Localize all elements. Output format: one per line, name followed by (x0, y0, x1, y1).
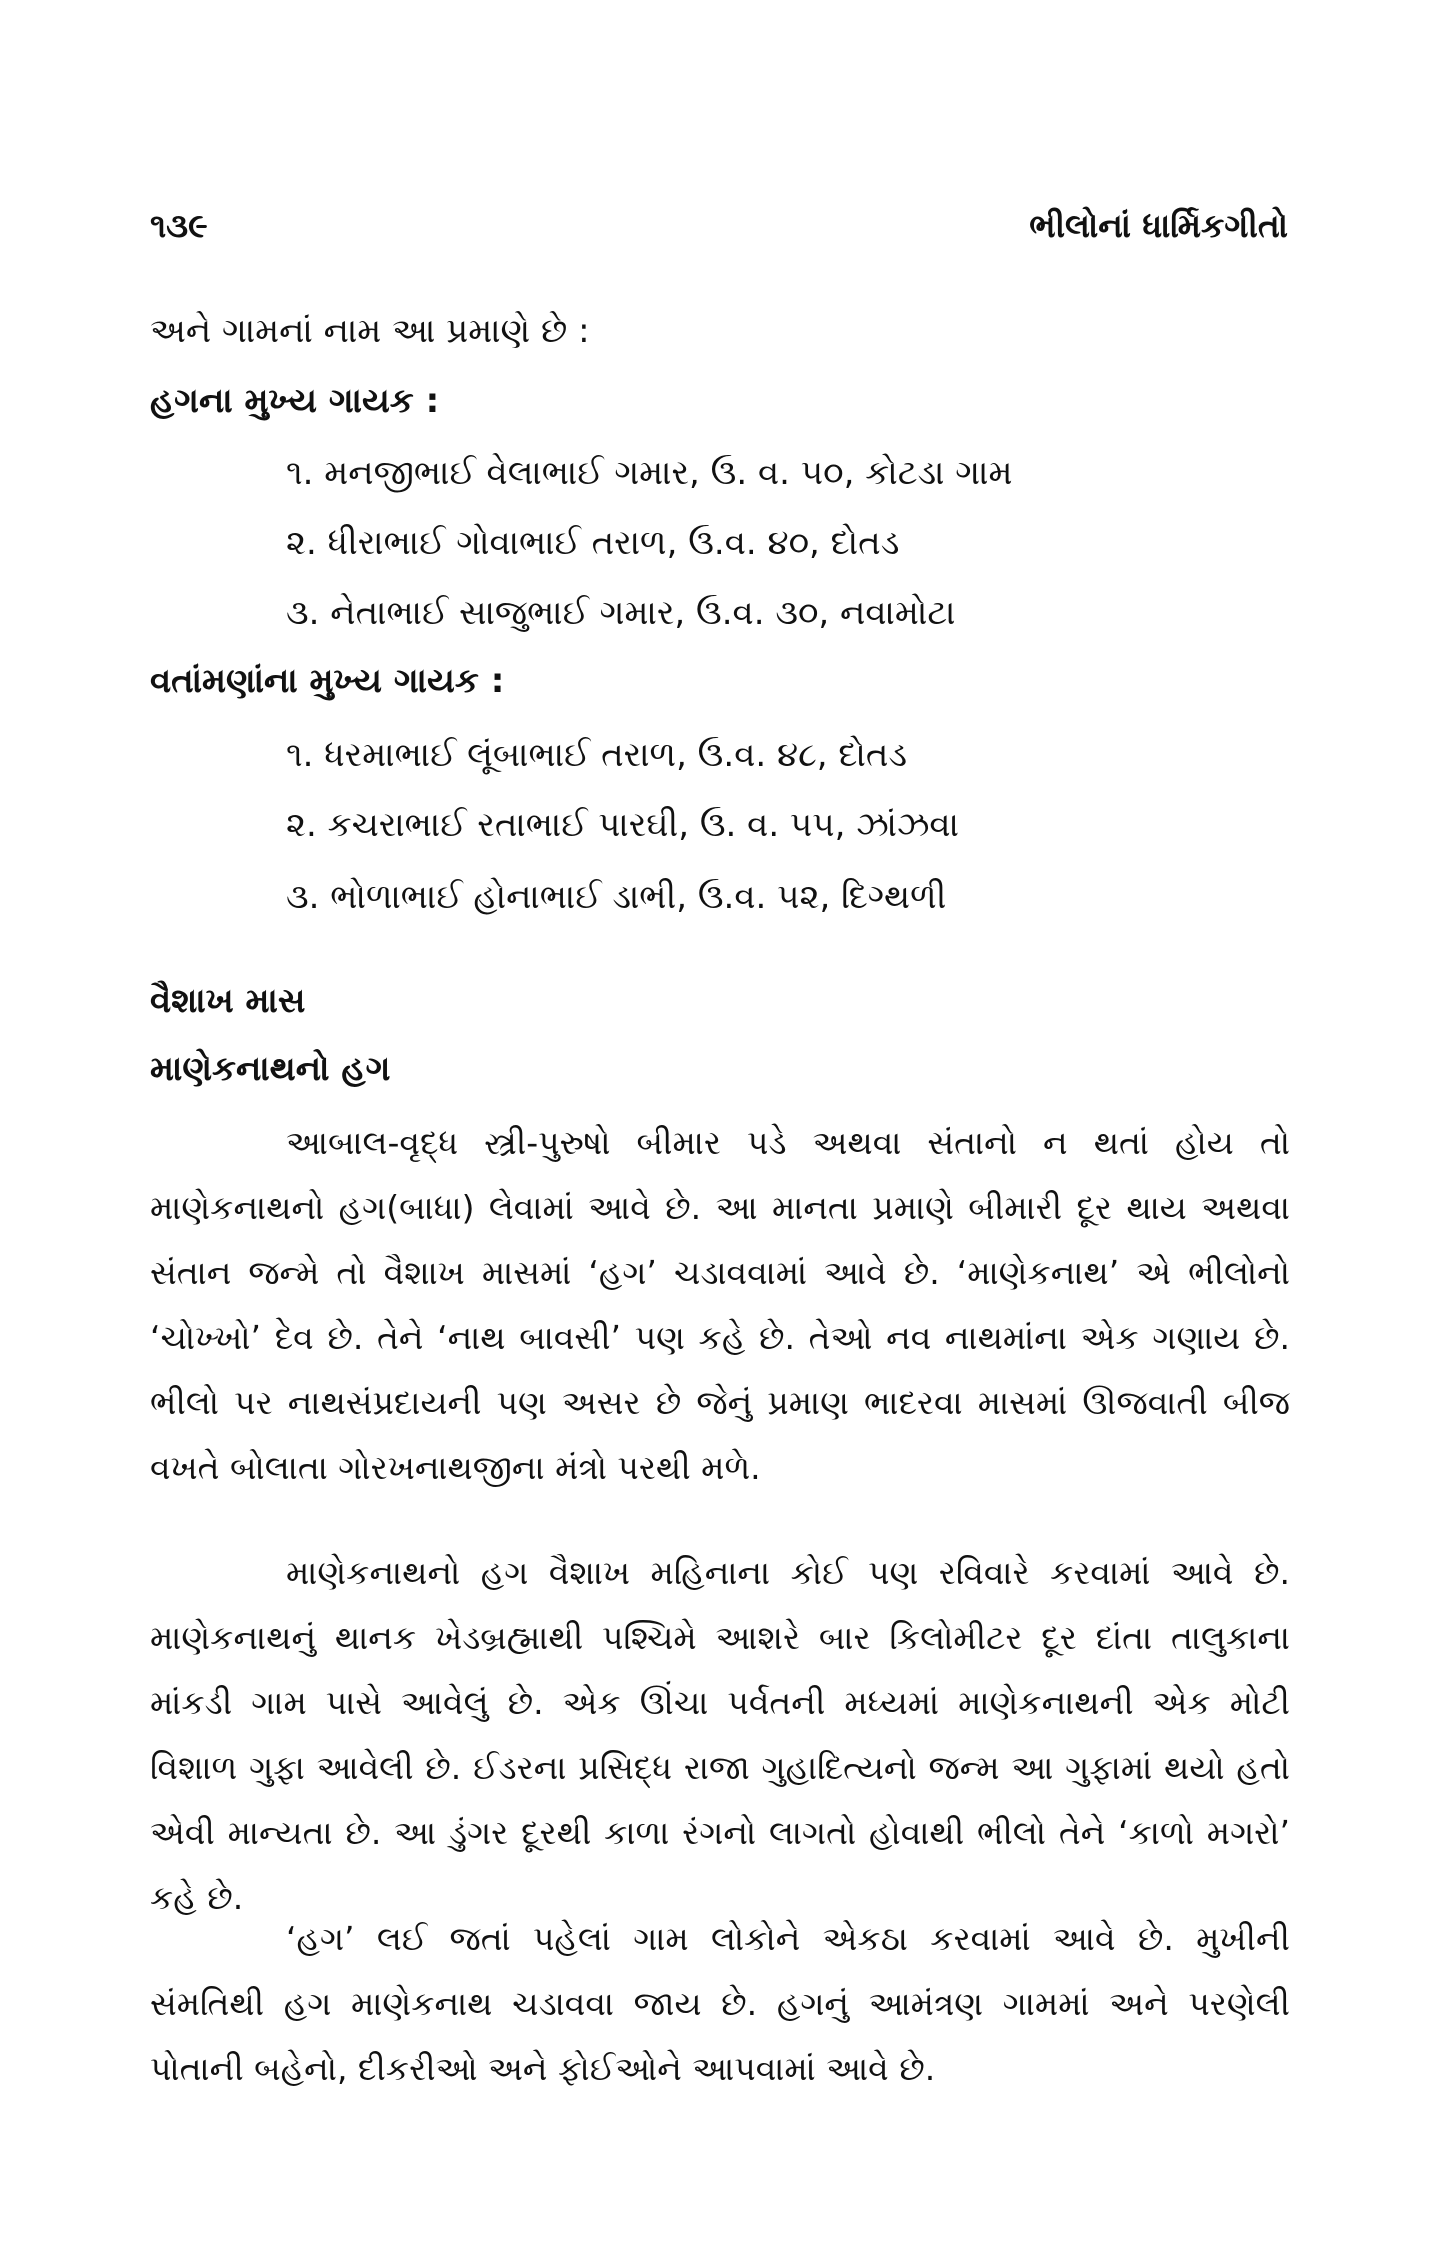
section-subheading: માણેકનાથનો હગ (150, 1049, 391, 1089)
hag-singers-heading: હગના મુખ્ય ગાયક : (150, 381, 440, 421)
vatamana-singer-item: ૧. ધરમાભાઈ લૂંબાભાઈ તરાળ, ઉ.વ. ૪૮, દોતડ (286, 735, 908, 775)
vatamana-singer-item: ૨. કચરાભાઈ રતાભાઈ પારઘી, ઉ. વ. ૫૫, ઝાંઝવા (286, 805, 959, 845)
running-title: ભીલોનાં ધાર્મિકગીતો (1029, 206, 1288, 245)
body-paragraph: આબાલ-વૃદ્ધ સ્ત્રી-પુરુષો બીમાર પડે અથવા સંતાનો ન થતાં હોય તો માણેકનાથનો હગ(બાધા) લેવામાં આવે છે. આ માનતા પ્રમાણે બીમારી દૂર થાય અથવા સંતાન જન્મે તો વૈશાખ માસમાં ‘હગ’ ચડાવવામાં આવે છે. ‘માણેકનાથ’ એ ભીલોનો ‘ચોખ્ખો’ દેવ છે. તેને ‘નાથ બાવસી’ પણ કહે છે. તેઓ નવ નાથમાંના એક ગણાય છે. ભીલો પર નાથસંપ્રદાયની પણ અસર છે જેનું પ્રમાણ ભાદરવા માસમાં ઊજવાતી બીજ વખતે બોલાતા ગોરખનાથજીના મંત્રો પરથી મળે. (150, 1123, 1290, 1487)
vatamana-singer-item: ૩. ભોળાભાઈ હોનાભાઈ ડાભી, ઉ.વ. ૫૨, દિગ્થળી (286, 877, 947, 917)
hag-singer-item: ૨. ધીરાભાઈ ગોવાભાઈ તરાળ, ઉ.વ. ૪૦, દોતડ (286, 523, 900, 563)
hag-singer-item: ૩. નેતાભાઈ સાજુભાઈ ગમાર, ઉ.વ. ૩૦, નવામોટા (286, 593, 956, 633)
month-heading: વૈશાખ માસ (150, 981, 306, 1021)
intro-line: અને ગામનાં નામ આ પ્રમાણે છે : (150, 311, 590, 351)
page-header (150, 206, 1288, 256)
page-number: ૧૩૯ (150, 206, 208, 245)
body-paragraph: ‘હગ’ લઈ જતાં પહેલાં ગામ લોકોને એકઠા કરવામાં આવે છે. મુખીની સંમતિથી હગ માણેકનાથ ચડાવવા જાય છે. હગનું આમંત્રણ ગામમાં અને પરણેલી પોતાની બહેનો, દીકરીઓ અને ફોઈઓને આપવામાં આવે છે. (150, 1919, 1290, 2088)
hag-singer-item: ૧. મનજીભાઈ વેલાભાઈ ગમાર, ઉ. વ. ૫૦, કોટડા ગામ (286, 453, 1013, 493)
vatamana-singers-heading: વતાંમણાંના મુખ્ય ગાયક : (150, 661, 505, 701)
body-paragraph: માણેકનાથનો હગ વૈશાખ મહિનાના કોઈ પણ રવિવારે કરવામાં આવે છે. માણેકનાથનું થાનક ખેડબ્રહ્માથી પશ્ચિમે આશરે બાર કિલોમીટર દૂર દાંતા તાલુકાના માંકડી ગામ પાસે આવેલું છે. એક ઊંચા પર્વતની મધ્યમાં માણેકનાથની એક મોટી વિશાળ ગુફા આવેલી છે. ઈડરના પ્રસિદ્ધ રાજા ગુહાદિત્યનો જન્મ આ ગુફામાં થયો હતો એવી માન્યતા છે. આ ડુંગર દૂરથી કાળા રંગનો લાગતો હોવાથી ભીલો તેને ‘કાળો મગરો’ કહે છે. (150, 1553, 1290, 1917)
